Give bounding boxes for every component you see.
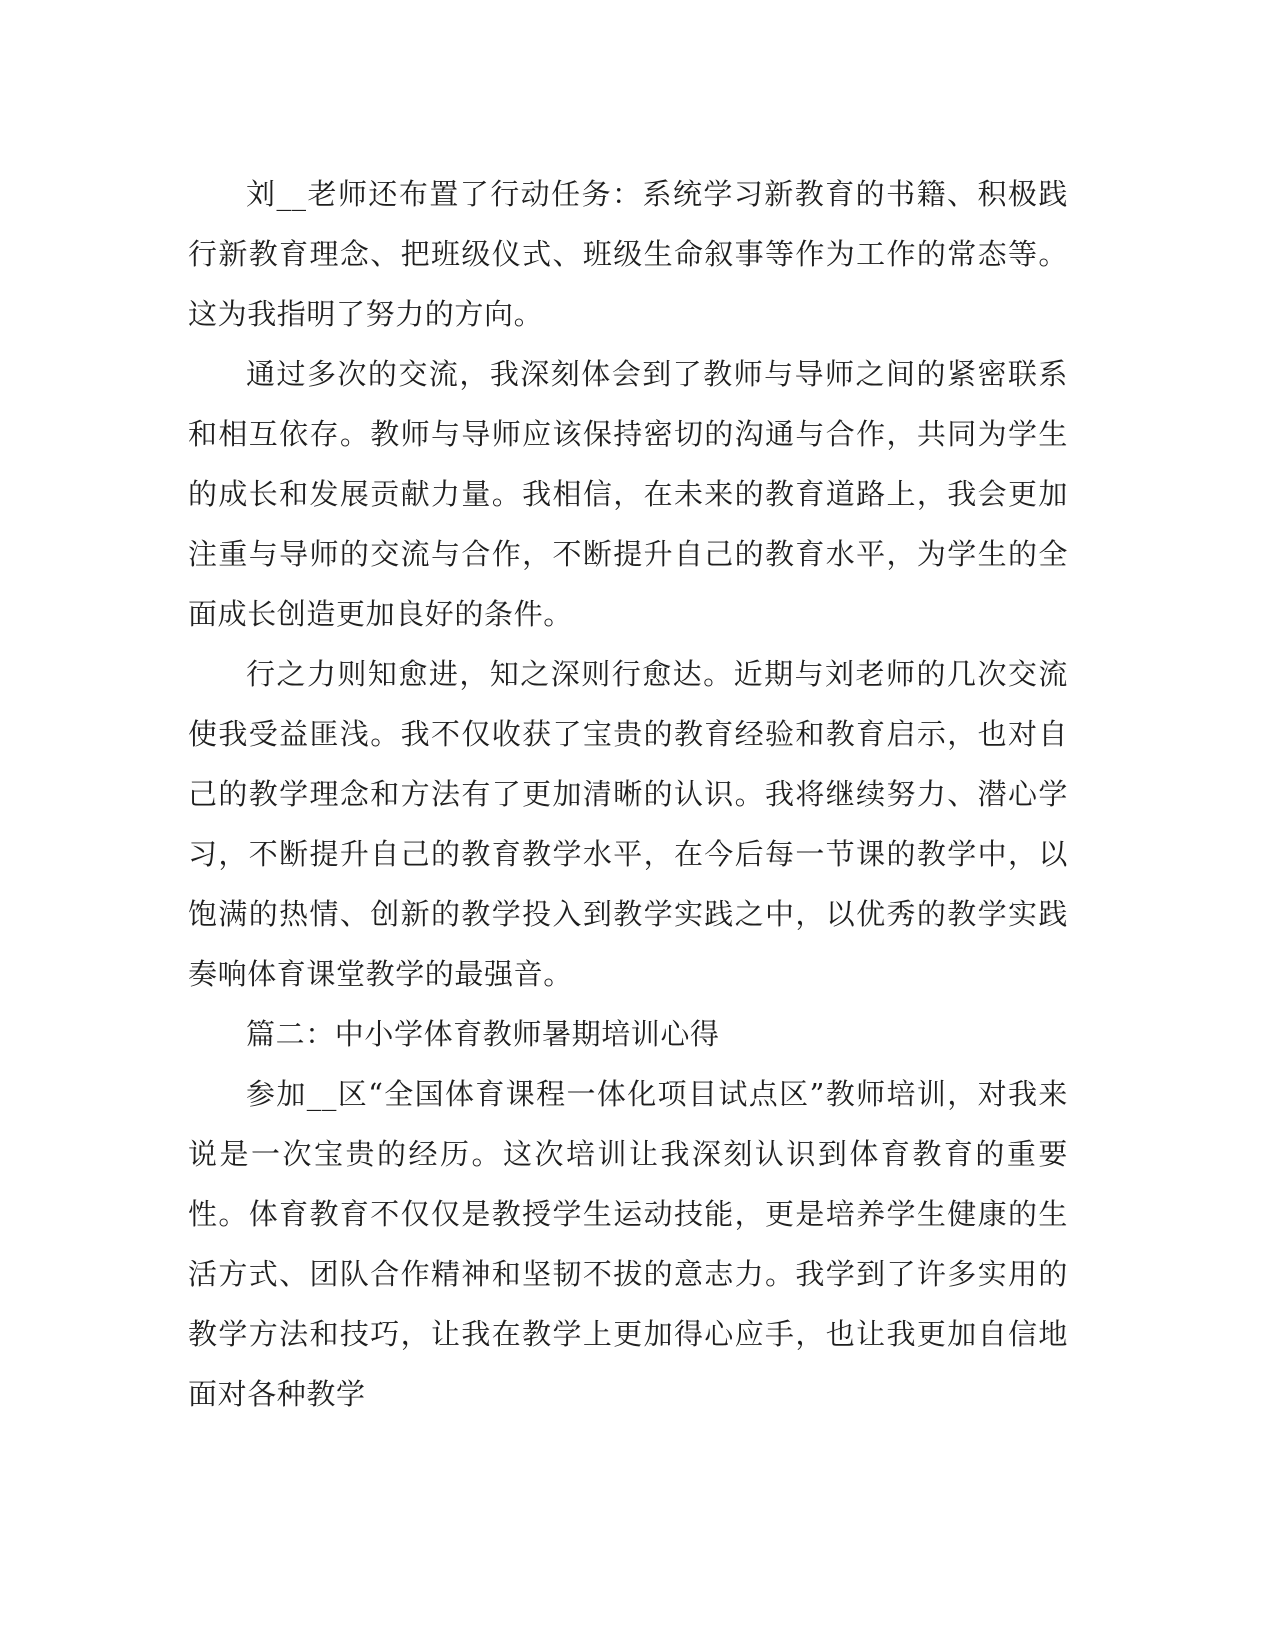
paragraph-teacher-mentor: 通过多次的交流，我深刻体会到了教师与导师之间的紧密联系和相互依存。教师与导师应该保持密切的沟通与合作，共同为学生的成长和发展贡献力量。我相信，在未来的教育道路上，我会更加注重与导师的交流与合作，不断提升自己的教育水平，为学生的全面成长创造更加良好的条件。 [188, 357, 1068, 631]
paragraph-reflection: 行之力则知愈进，知之深则行愈达。近期与刘老师的几次交流使我受益匪浅。我不仅收获了宝贵的教育经验和教育启示，也对自己的教学理念和方法有了更加清晰的认识。我将继续努力、潜心学习，不断提升自己的教育教学水平，在今后每一节课的教学中，以饱满的热情、创新的教学投入到教学实践之中，以优秀的教学实践奏响体育课堂教学的最强音。 [188, 657, 1068, 991]
document-body [188, 164, 1068, 1424]
paragraph-training: 参加__区“全国体育课程一体化项目试点区”教师培训，对我来说是一次宝贵的经历。这次培训让我深刻认识到体育教育的重要性。体育教育不仅仅是教授学生运动技能，更是培养学生健康的生活方式、团队合作精神和坚韧不拔的意志力。我学到了许多实用的教学方法和技巧，让我在教学上更加得心应手，也让我更加自信地面对各种教学 [188, 1077, 1068, 1411]
section-heading: 篇二：中小学体育教师暑期培训心得 [246, 1017, 720, 1051]
paragraph-action-tasks: 刘__老师还布置了行动任务：系统学习新教育的书籍、积极践行新教育理念、把班级仪式、班级生命叙事等作为工作的常态等。这为我指明了努力的方向。 [188, 177, 1068, 331]
